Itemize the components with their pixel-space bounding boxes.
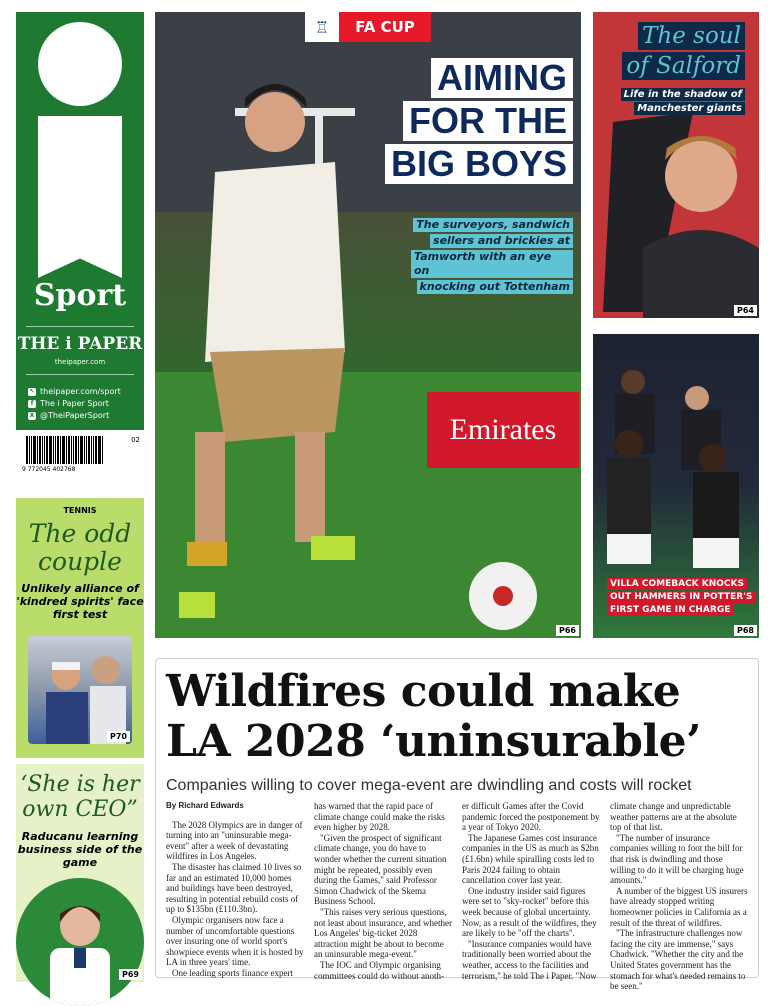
story-byline: By Richard Edwards (166, 801, 244, 810)
issue-number: 02 (131, 436, 140, 444)
story-paragraph: Olympic organisers now face a number of uncomfortable questions over insuring one of world sport's showpiece events when it is hosted by LA in three years' time. (166, 914, 304, 968)
social-link-facebook[interactable]: f The i Paper Sport (28, 398, 121, 410)
barcode-bar (84, 436, 85, 464)
barcode-bar (62, 436, 65, 464)
story-paragraph: er difficult Games after the Covid pandemic forced the postponement by a year of Tokyo 2020. (462, 801, 600, 833)
salford-promo[interactable] (593, 12, 759, 318)
villa-promo[interactable] (593, 334, 759, 638)
page-number: P66 (556, 625, 579, 636)
barcode-bar (53, 436, 54, 464)
story-column (462, 801, 600, 992)
story-paragraph: A number of the biggest US insurers have already stopped writing homeowner policies in California as a result of the threat of wildfires. (610, 885, 748, 928)
cursor-icon: ↖ (29, 388, 35, 395)
lead-story (155, 658, 759, 992)
barcode (16, 436, 144, 492)
lead-photo[interactable] (155, 12, 581, 638)
facebook-icon: f (28, 400, 36, 408)
barcode-bars (26, 436, 144, 464)
barcode-bar (71, 436, 72, 464)
lead-photo-headline: AIMING FOR THE BIG BOYS (385, 58, 573, 184)
story-column (610, 801, 748, 992)
story-paragraph: The disaster has claimed 10 lives so far and an estimated 10,000 homes and buildings have been destroyed, resulting in potential rebuild costs of up to $135bn (£110.3bn). (166, 861, 302, 915)
lead-photo-subhead: The surveyors, sandwich sellers and brickies at Tamworth with an eye on knocking out Tottenham (411, 218, 573, 294)
social-link-x[interactable]: X @TheiPaperSport (29, 411, 110, 420)
barcode-bar (31, 436, 32, 464)
raducanu-photo (16, 878, 144, 1006)
barcode-bar (66, 436, 67, 464)
player-portrait-illustration (16, 878, 144, 1006)
barcode-bar (33, 436, 36, 464)
story-paragraph: One industry insider said figures were set to "sky-rocket" before this week because of global uncertainty. Now, as a result of the wildfires, they are likely to be "off the charts". (462, 885, 597, 939)
story-paragraph: The Japanese Games cost insurance companies in the US as much as $2bn (£1.6bn) while spiralling costs led to Paris 2024 failing to obtain cancellation cover last year. (462, 832, 599, 886)
story-paragraph: The 2028 Olympics are in danger of turning into an "uninsurable mega-event" after a week of devastating wildfires in Los Angeles. (166, 819, 303, 862)
page-number: P68 (734, 625, 757, 636)
villa-caption: VILLA COMEBACK KNOCKS OUT HAMMERS IN POTTER'S FIRST GAME IN CHARGE (607, 578, 755, 616)
barcode-bar (49, 436, 52, 464)
barcode-bar (95, 436, 97, 464)
tennis-photo (28, 636, 132, 744)
barcode-bar (37, 436, 38, 464)
barcode-bar (102, 436, 103, 464)
story-paragraph: The IOC and Olympic organising committees could do without anoth- (314, 959, 444, 981)
story-paragraph: One leading sports finance expert (172, 967, 293, 978)
fa-cup-trophy-icon: ♖ (305, 12, 339, 42)
tennis-players-illustration (28, 636, 132, 744)
barcode-bar (75, 436, 77, 464)
promo-headline: The soul of Salford (622, 22, 745, 80)
social-link-web[interactable]: ↖ theipaper.com/sport (29, 387, 121, 396)
barcode-bar (91, 436, 92, 464)
barcode-bar (93, 436, 94, 464)
story-paragraph: "Insurance companies would have traditionally been worried about the weather, access to the facilities and terrorism," he told The i Paper. "Now (462, 938, 597, 981)
barcode-bar (46, 436, 48, 464)
raducanu-promo[interactable] (16, 764, 144, 982)
barcode-number: 9 772045 402768 (22, 466, 76, 473)
story-paragraph: "This raises very serious questions, not least about insurance, and whether Los Angeles' big-ticket 2028 attraction might be about to become an uninsurable mega-event." (314, 906, 452, 960)
barcode-bar (60, 436, 61, 464)
promo-headline: The odd couple (28, 519, 132, 576)
barcode-bar (42, 436, 43, 464)
barcode-bar (55, 436, 56, 464)
masthead (16, 12, 144, 430)
barcode-bar (68, 436, 70, 464)
story-paragraph: climate change and unpredictable weather patterns are at the absolute top of that list. (610, 801, 737, 833)
promo-subhead: Life in the shadow of Manchester giants (621, 88, 745, 115)
story-paragraph: has warned that the rapid pace of climate change could make the risks even higher by 2028. (314, 801, 445, 833)
story-paragraph: "The infrastructure challenges now facing the city are immense," says Chadwick. "Whether the city and the United States government has the stomach for what's needed remains to be seen." (610, 928, 746, 992)
barcode-bar (39, 436, 41, 464)
advertising-board: Emirates (427, 392, 579, 468)
barcode-bar (73, 436, 74, 464)
barcode-bar (44, 436, 45, 464)
section-title: Sport (33, 278, 127, 313)
barcode-bar (26, 436, 28, 464)
page-number: P64 (734, 305, 757, 316)
promo-headline: ‘She is her own CEO” (20, 772, 140, 822)
page-number: P70 (107, 731, 130, 742)
divider (26, 326, 134, 327)
story-column (314, 801, 452, 992)
brand-name: THE i PAPER (17, 334, 143, 354)
barcode-bar (29, 436, 30, 464)
story-body (166, 801, 750, 992)
fa-cup-badge: ♖ FA CUP (305, 12, 431, 42)
barcode-bar (80, 436, 83, 464)
barcode-bar (88, 436, 90, 464)
brand-website: theipaper.com (54, 358, 106, 366)
i-logo-dot (38, 22, 122, 106)
social-links (28, 386, 121, 422)
story-paragraph: "The number of insurance companies willing to foot the bill for that risk is dwindling and those willing to do it will be charging huge amounts." (610, 832, 744, 886)
barcode-bar (78, 436, 79, 464)
barcode-bar (98, 436, 101, 464)
story-headline[interactable]: Wildfires could make LA 2028 ‘uninsurable’ (166, 666, 701, 767)
barcode-bar (86, 436, 87, 464)
story-column (166, 801, 304, 992)
tennis-promo[interactable] (16, 498, 144, 758)
divider (26, 374, 134, 375)
story-standfirst: Companies willing to cover mega-event are dwindling and costs will rocket (166, 777, 692, 794)
x-icon: X (29, 412, 35, 419)
i-logo-stem (38, 116, 122, 278)
story-paragraph: "Given the prospect of significant climate change, you do have to wonder whether the current situation might be repeated, possibly even during the Games," said Professor Simon Chadwick of the Skema Business School. (314, 832, 447, 907)
promo-subhead: Raducanu learning business side of the game (17, 830, 143, 869)
barcode-bar (57, 436, 59, 464)
promo-subhead: Unlikely alliance of 'kindred spirits' face first test (16, 582, 144, 621)
promo-kicker: TENNIS (63, 506, 97, 515)
page-number: P69 (119, 969, 142, 980)
